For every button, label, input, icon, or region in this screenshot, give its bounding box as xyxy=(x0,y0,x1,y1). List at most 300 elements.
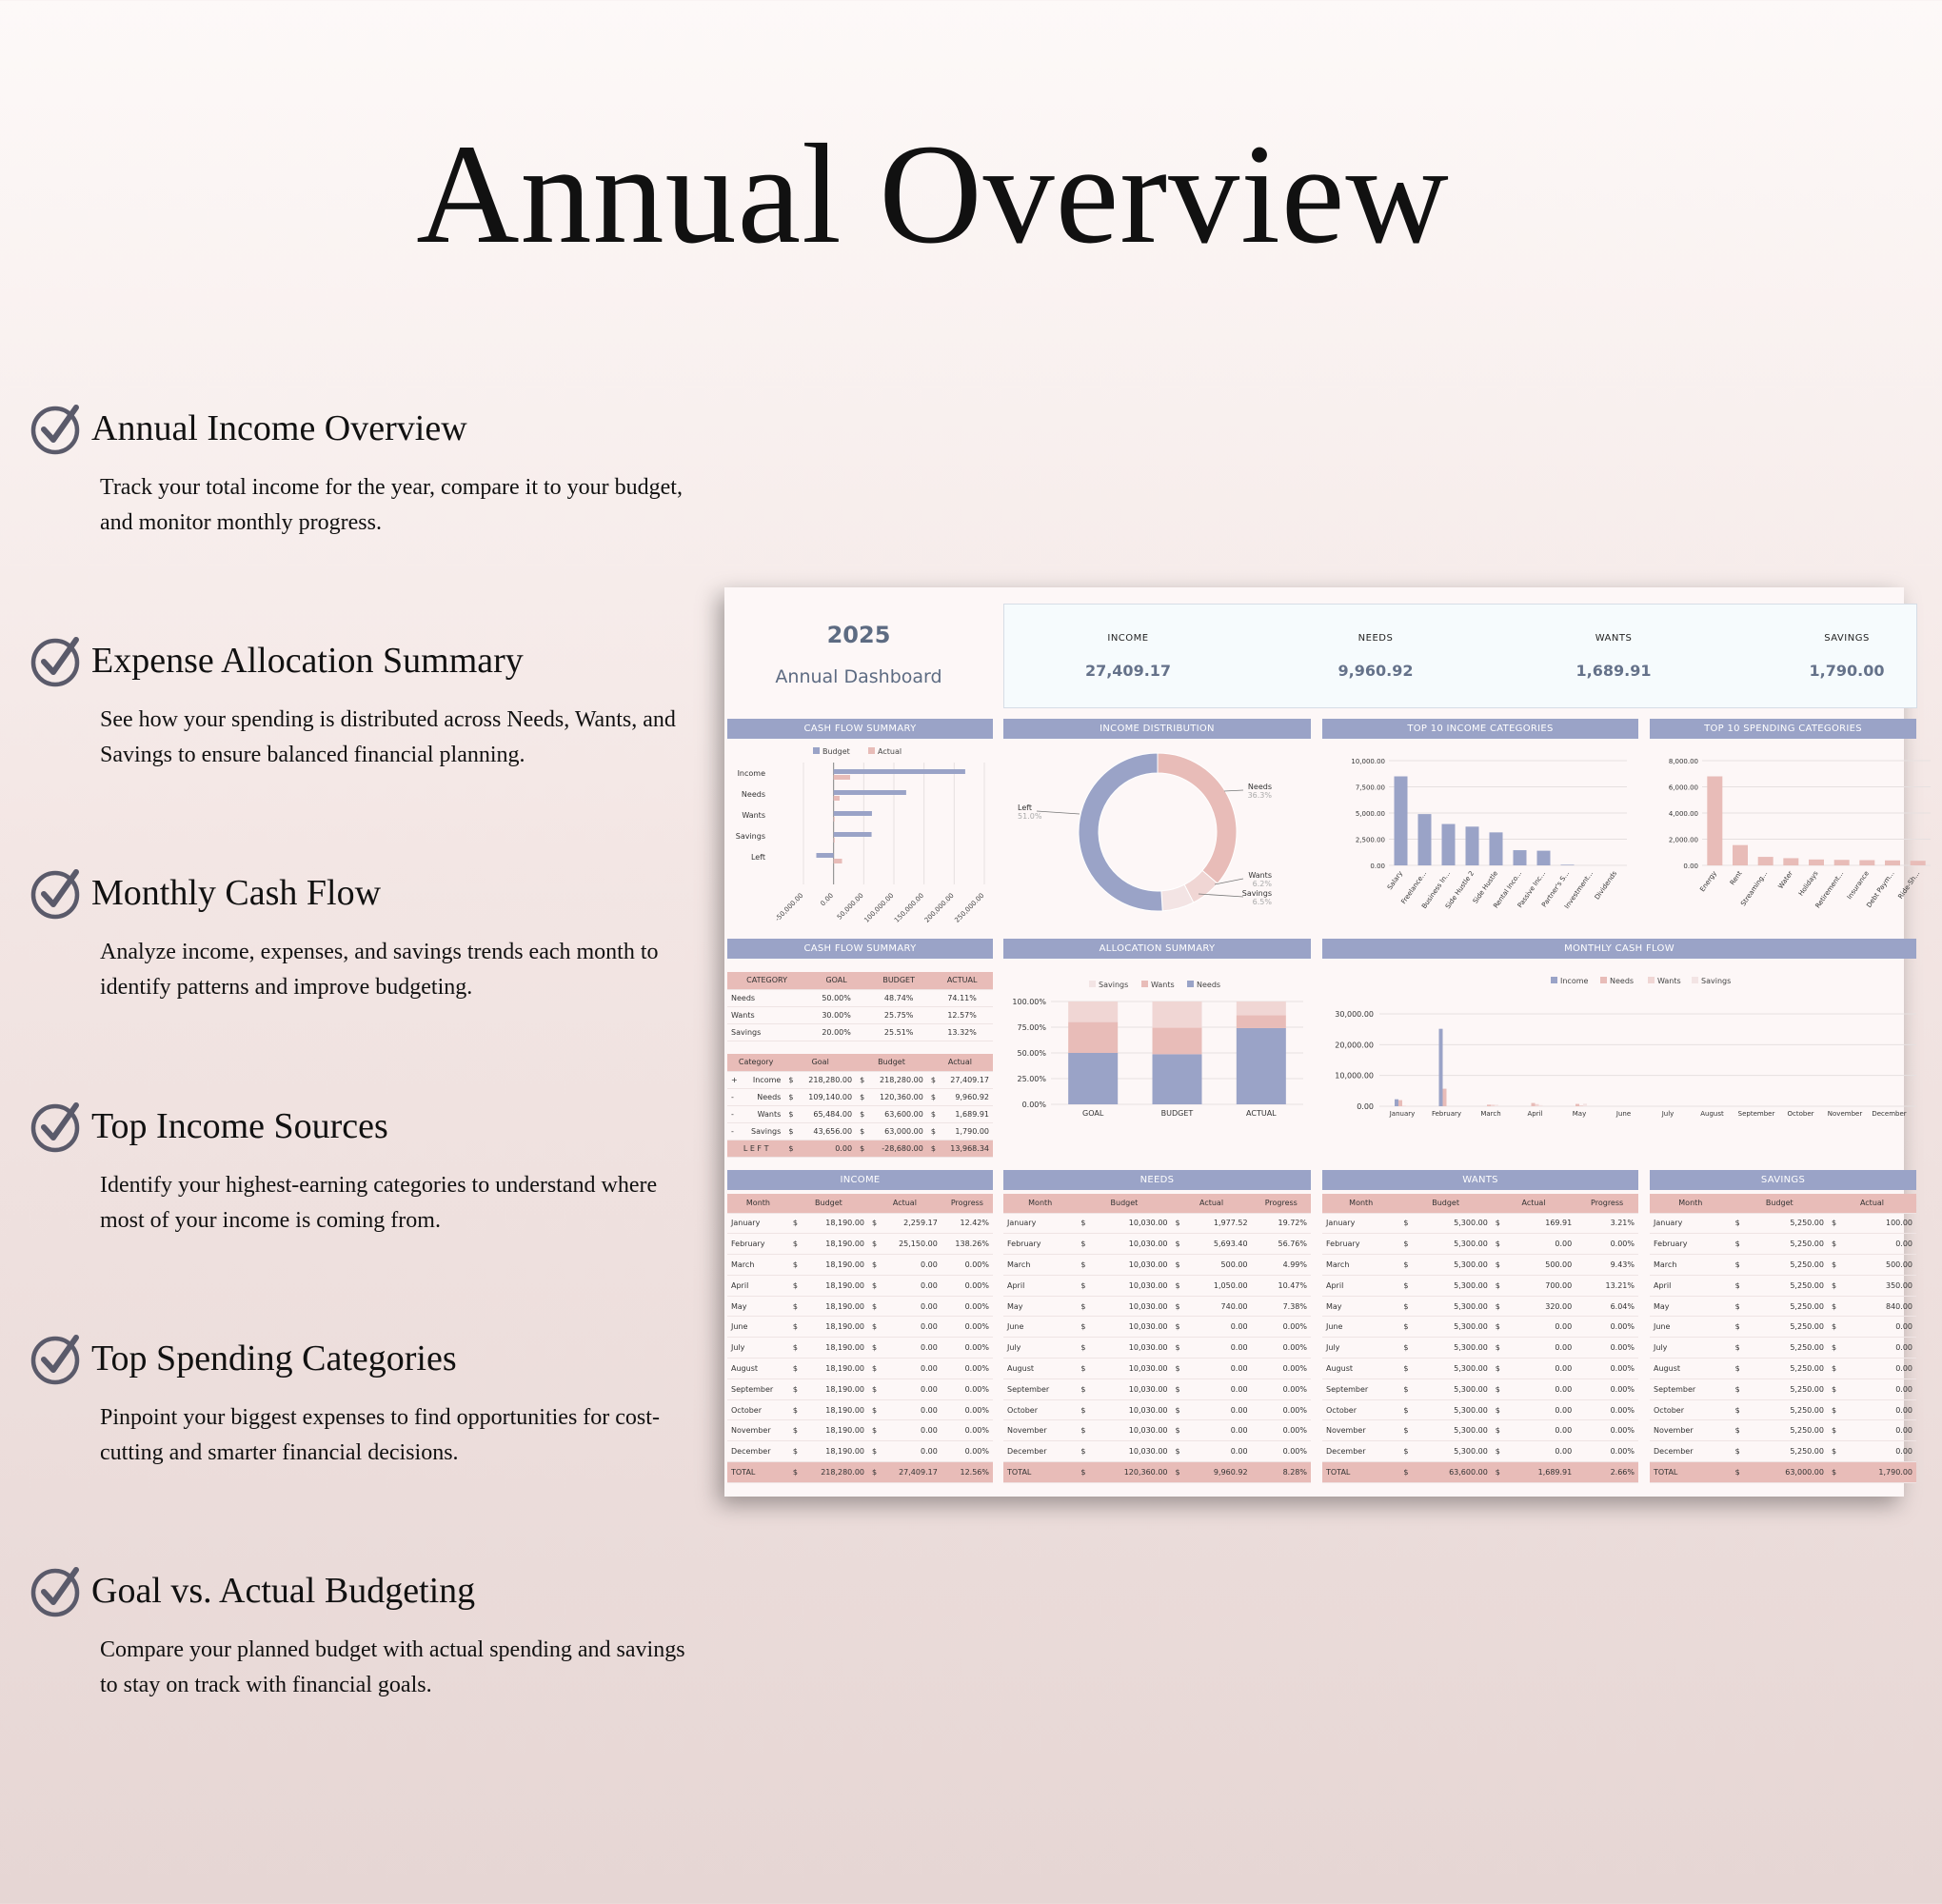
actual-bar xyxy=(834,817,835,822)
table-cell: $ xyxy=(868,1359,883,1379)
table-cell: 18,190.00 xyxy=(804,1338,868,1359)
table-cell: 0.00% xyxy=(941,1399,993,1420)
table-cell: September xyxy=(1650,1378,1732,1399)
table-cell: 5,300.00 xyxy=(1419,1338,1492,1359)
column-header: Budget xyxy=(856,1054,927,1071)
slice-label: Needs xyxy=(1247,783,1272,791)
kpi-label: INCOME xyxy=(1107,633,1149,644)
data-bar xyxy=(1532,1103,1536,1106)
table-cell: 10,030.00 xyxy=(1096,1420,1172,1441)
section-header: TOP 10 SPENDING CATEGORIES xyxy=(1650,719,1916,739)
table-cell: May xyxy=(727,1296,789,1317)
table-cell: 10,030.00 xyxy=(1096,1359,1172,1379)
table-cell: $ xyxy=(1492,1378,1511,1399)
category-label: Passive Inc... xyxy=(1516,869,1548,910)
data-bar xyxy=(1561,864,1575,865)
table-cell: $ xyxy=(1828,1296,1848,1317)
table-row xyxy=(727,1317,993,1338)
table-cell: 18,190.00 xyxy=(804,1255,868,1276)
table-cell: $ xyxy=(1399,1420,1418,1441)
table-cell: $ xyxy=(1492,1399,1511,1420)
table-cell: $ xyxy=(1828,1420,1848,1441)
category-label: Side Hustle 2 xyxy=(1443,869,1476,911)
table-cell: $ xyxy=(1399,1378,1418,1399)
table-cell: 5,300.00 xyxy=(1419,1378,1492,1399)
budget-bar xyxy=(834,832,872,837)
tick-label: 0.00% xyxy=(1021,1101,1046,1109)
table-row xyxy=(727,1441,993,1462)
table-cell: $ xyxy=(1732,1359,1752,1379)
table-cell: 5,250.00 xyxy=(1752,1420,1828,1441)
legend-swatch xyxy=(1089,981,1096,987)
table-row xyxy=(1322,1255,1638,1276)
legend-label: Wants xyxy=(1151,981,1175,989)
table-cell: Income xyxy=(743,1071,784,1088)
table-cell: 0.00 xyxy=(1190,1359,1252,1379)
table-cell: $ xyxy=(868,1462,883,1483)
table-row xyxy=(1650,1378,1916,1399)
table-row xyxy=(1003,1234,1311,1255)
data-bar xyxy=(1487,1104,1491,1106)
table-cell: $ xyxy=(1077,1378,1095,1399)
table-row xyxy=(1322,1275,1638,1296)
table-cell: $ xyxy=(1828,1275,1848,1296)
table-cell: $ xyxy=(789,1275,804,1296)
total-row xyxy=(1003,1462,1311,1483)
table-row xyxy=(1650,1420,1916,1441)
table-cell: 5,250.00 xyxy=(1752,1441,1828,1462)
legend-label: Needs xyxy=(1197,981,1221,989)
section-header: INCOME xyxy=(727,1170,993,1190)
table-cell: 12.42% xyxy=(941,1213,993,1234)
savings-segment xyxy=(1153,1002,1202,1028)
category-label: Retirement... xyxy=(1813,869,1846,910)
table-cell: July xyxy=(1650,1338,1732,1359)
table-cell: 0.00% xyxy=(1575,1441,1638,1462)
table-row xyxy=(727,1420,993,1441)
table-cell: 5,693.40 xyxy=(1190,1234,1252,1255)
table-cell: 56.76% xyxy=(1252,1234,1311,1255)
table-cell: 0.00% xyxy=(1252,1317,1311,1338)
data-bar xyxy=(1733,845,1748,865)
table-cell: $ xyxy=(1172,1234,1190,1255)
actual-bar xyxy=(834,859,842,863)
table-cell: 0.00 xyxy=(1848,1399,1916,1420)
slice-percent: 6.5% xyxy=(1252,898,1272,906)
table-cell: 10,030.00 xyxy=(1096,1296,1172,1317)
data-bar xyxy=(1885,861,1900,865)
column-header: Progress xyxy=(1575,1194,1638,1213)
table-cell: December xyxy=(1003,1441,1077,1462)
table-cell: 1,790.00 xyxy=(941,1122,993,1140)
table-cell: 5,250.00 xyxy=(1752,1317,1828,1338)
category-label: Income xyxy=(737,769,765,778)
table-cell: Needs xyxy=(727,989,806,1006)
section-header: INCOME DISTRIBUTION xyxy=(1003,719,1311,739)
table-cell: October xyxy=(1650,1399,1732,1420)
table-row xyxy=(1003,1441,1311,1462)
table-cell: November xyxy=(1003,1420,1077,1441)
table-cell: 63,000.00 xyxy=(870,1122,927,1140)
table-row xyxy=(727,1275,993,1296)
feature-item xyxy=(30,864,697,1005)
data-bar xyxy=(1539,1105,1543,1106)
table-cell: April xyxy=(1650,1275,1732,1296)
table-cell: September xyxy=(1003,1378,1077,1399)
table-row xyxy=(727,1234,993,1255)
table-cell: 48.74% xyxy=(866,989,931,1006)
table-cell: 18,190.00 xyxy=(804,1234,868,1255)
legend-label: Savings xyxy=(1701,977,1732,985)
table-cell: 0.00 xyxy=(1190,1317,1252,1338)
table-cell: 13.21% xyxy=(1575,1275,1638,1296)
column-header: Month xyxy=(727,1194,789,1213)
section-header: SAVINGS xyxy=(1650,1170,1916,1190)
table-cell: 0.00 xyxy=(1848,1359,1916,1379)
category-label: ACTUAL xyxy=(1246,1109,1277,1118)
table-cell: 25,150.00 xyxy=(883,1234,941,1255)
feature-title: Expense Allocation Summary xyxy=(91,641,524,681)
kpi-summary xyxy=(1003,604,1917,708)
header-row xyxy=(1322,1194,1638,1213)
table-cell: 5,300.00 xyxy=(1419,1255,1492,1276)
tick-label: 100,000.00 xyxy=(862,891,896,924)
column-header: Actual xyxy=(927,1054,993,1071)
table-cell: 120,360.00 xyxy=(1096,1462,1172,1483)
table-cell: $ xyxy=(1492,1441,1511,1462)
table-row xyxy=(1650,1317,1916,1338)
slice-percent: 51.0% xyxy=(1018,812,1042,821)
feature-title: Goal vs. Actual Budgeting xyxy=(91,1571,476,1611)
table-cell: $ xyxy=(1732,1296,1752,1317)
category-label: Rent xyxy=(1728,869,1744,887)
table-row xyxy=(1322,1359,1638,1379)
category-label: Left xyxy=(750,853,765,862)
table-cell: May xyxy=(1003,1296,1077,1317)
table-row xyxy=(1003,1275,1311,1296)
table-cell: April xyxy=(727,1275,789,1296)
table-cell: October xyxy=(1003,1399,1077,1420)
checkmark-circle-icon xyxy=(30,1100,84,1153)
table-row xyxy=(727,1023,993,1041)
table-row xyxy=(1003,1255,1311,1276)
column-header: Budget xyxy=(1732,1194,1828,1213)
category-label: Energy xyxy=(1698,869,1718,894)
needs-segment xyxy=(1153,1054,1202,1104)
table-cell: 4.99% xyxy=(1252,1255,1311,1276)
table-cell: 500.00 xyxy=(1511,1255,1575,1276)
table-cell: 18,190.00 xyxy=(804,1378,868,1399)
table-cell: 1,790.00 xyxy=(1848,1462,1916,1483)
savings-segment xyxy=(1237,1002,1286,1015)
table-row xyxy=(727,1122,993,1140)
column-header: ACTUAL xyxy=(931,972,993,989)
table-cell: 13,968.34 xyxy=(941,1140,993,1157)
column-header: Month xyxy=(1650,1194,1732,1213)
table-row xyxy=(1322,1441,1638,1462)
table-cell: 0.00% xyxy=(1575,1317,1638,1338)
column-header: Actual xyxy=(1172,1194,1252,1213)
tick-label: 4,000.00 xyxy=(1668,810,1698,818)
wants-segment xyxy=(1237,1015,1286,1028)
table-cell: 1,689.91 xyxy=(1511,1462,1575,1483)
table-cell: 0.00 xyxy=(1511,1317,1575,1338)
data-bar xyxy=(1491,1104,1495,1106)
income-monthly-table xyxy=(727,1194,993,1483)
table-row xyxy=(1650,1399,1916,1420)
tick-label: 25.00% xyxy=(1017,1075,1046,1083)
table-cell: November xyxy=(1322,1420,1399,1441)
table-cell: 0.00 xyxy=(883,1441,941,1462)
month-label: January xyxy=(1389,1110,1416,1118)
table-row xyxy=(727,1071,993,1088)
table-cell: $ xyxy=(1172,1462,1190,1483)
table-cell: $ xyxy=(868,1420,883,1441)
table-cell: Savings xyxy=(743,1122,784,1140)
slice-label: Wants xyxy=(1248,871,1272,880)
column-header: Progress xyxy=(941,1194,993,1213)
table-row xyxy=(1003,1378,1311,1399)
table-cell: 13.32% xyxy=(931,1023,993,1041)
legend-label: Savings xyxy=(1099,981,1129,989)
table-cell: $ xyxy=(784,1140,799,1157)
table-cell: $ xyxy=(1492,1213,1511,1234)
data-bar xyxy=(1758,857,1774,865)
data-bar xyxy=(1395,1100,1398,1106)
table-cell: January xyxy=(727,1213,789,1234)
table-cell: March xyxy=(1003,1255,1077,1276)
month-label: September xyxy=(1737,1110,1775,1118)
table-cell: 0.00% xyxy=(1252,1338,1311,1359)
needs-monthly-table xyxy=(1003,1194,1311,1483)
category-label: Rental Inco... xyxy=(1492,869,1524,910)
table-cell: 5,250.00 xyxy=(1752,1275,1828,1296)
actual-bar xyxy=(834,775,850,780)
table-cell: February xyxy=(1650,1234,1732,1255)
table-cell: 19.72% xyxy=(1252,1213,1311,1234)
table-cell: + xyxy=(727,1071,743,1088)
table-cell: 10,030.00 xyxy=(1096,1317,1172,1338)
data-bar xyxy=(1911,861,1926,865)
table-cell: $ xyxy=(789,1441,804,1462)
table-cell: 0.00% xyxy=(941,1255,993,1276)
feature-description: Track your total income for the year, compare it to your budget, and monitor monthly progress. xyxy=(100,475,683,535)
table-cell: $ xyxy=(1172,1317,1190,1338)
table-cell: 5,250.00 xyxy=(1752,1399,1828,1420)
table-cell: $ xyxy=(789,1296,804,1317)
budget-bar xyxy=(834,811,872,816)
table-cell: $ xyxy=(868,1296,883,1317)
table-cell: 27,409.17 xyxy=(941,1071,993,1088)
table-cell: 5,300.00 xyxy=(1419,1359,1492,1379)
table-cell: March xyxy=(1650,1255,1732,1276)
table-cell: February xyxy=(727,1234,789,1255)
dashboard-preview xyxy=(724,587,1922,1497)
table-cell: $ xyxy=(1732,1317,1752,1338)
table-cell: February xyxy=(1322,1234,1399,1255)
table-cell: October xyxy=(1322,1399,1399,1420)
table-cell: December xyxy=(1322,1441,1399,1462)
table-cell: $ xyxy=(1732,1275,1752,1296)
dashboard-title: Annual Dashboard xyxy=(775,666,942,687)
checkmark-circle-icon xyxy=(30,1564,84,1617)
table-row xyxy=(1322,1378,1638,1399)
kpi-label: SAVINGS xyxy=(1824,633,1870,644)
table-cell: 6.04% xyxy=(1575,1296,1638,1317)
table-cell: $ xyxy=(1077,1296,1095,1317)
table-cell: 0.00 xyxy=(1511,1399,1575,1420)
tick-label: 8,000.00 xyxy=(1668,758,1698,765)
table-cell: December xyxy=(727,1441,789,1462)
table-cell: 5,300.00 xyxy=(1419,1399,1492,1420)
column-header: Budget xyxy=(789,1194,868,1213)
wants-segment xyxy=(1068,1022,1118,1053)
table-cell: 5,300.00 xyxy=(1419,1275,1492,1296)
table-row xyxy=(1003,1399,1311,1420)
table-cell: $ xyxy=(1732,1338,1752,1359)
data-bar xyxy=(1537,851,1551,865)
table-cell: $ xyxy=(789,1462,804,1483)
category-label: Salary xyxy=(1385,869,1405,892)
month-label: February xyxy=(1431,1110,1462,1118)
table-cell: November xyxy=(727,1420,789,1441)
table-row xyxy=(1650,1296,1916,1317)
table-cell: $ xyxy=(1492,1234,1511,1255)
table-cell: August xyxy=(727,1359,789,1379)
table-cell: $ xyxy=(1399,1399,1418,1420)
allocation-stacked-chart xyxy=(1003,962,1311,1176)
month-label: August xyxy=(1700,1110,1724,1118)
table-cell: $ xyxy=(856,1105,870,1122)
table-cell: $ xyxy=(1399,1255,1418,1276)
table-cell: 120,360.00 xyxy=(870,1088,927,1105)
table-cell: $ xyxy=(784,1088,799,1105)
table-cell: $ xyxy=(1828,1378,1848,1399)
needs-segment xyxy=(1237,1028,1286,1104)
table-cell: 0.00 xyxy=(1848,1378,1916,1399)
table-cell: 0.00 xyxy=(883,1359,941,1379)
table-cell: May xyxy=(1650,1296,1732,1317)
tick-label: 0.00 xyxy=(1683,863,1698,870)
table-cell: $ xyxy=(868,1441,883,1462)
table-row xyxy=(727,989,993,1006)
data-bar xyxy=(1859,861,1874,866)
table-row xyxy=(1003,1338,1311,1359)
tick-label: 30,000.00 xyxy=(1335,1010,1374,1019)
table-cell: February xyxy=(1003,1234,1077,1255)
table-cell: Savings xyxy=(727,1023,806,1041)
table-cell: 18,190.00 xyxy=(804,1296,868,1317)
table-row xyxy=(1650,1213,1916,1234)
tick-label: 20,000.00 xyxy=(1335,1041,1374,1050)
table-cell: $ xyxy=(1399,1275,1418,1296)
table-cell: $ xyxy=(868,1317,883,1338)
table-cell: 10,030.00 xyxy=(1096,1275,1172,1296)
table-cell: 0.00% xyxy=(1252,1441,1311,1462)
category-label: Wants xyxy=(742,811,765,820)
table-cell: September xyxy=(727,1378,789,1399)
feature-title: Annual Income Overview xyxy=(91,408,467,448)
table-cell: 18,190.00 xyxy=(804,1317,868,1338)
category-label: Dividends xyxy=(1593,869,1619,902)
table-cell: $ xyxy=(789,1399,804,1420)
feature-description: See how your spending is distributed across Needs, Wants, and Savings to ensure balanced financial planning. xyxy=(100,707,676,767)
column-header: Actual xyxy=(868,1194,941,1213)
table-cell: 320.00 xyxy=(1511,1296,1575,1317)
table-cell: 5,250.00 xyxy=(1752,1213,1828,1234)
table-cell: 5,300.00 xyxy=(1419,1296,1492,1317)
table-cell: $ xyxy=(1172,1441,1190,1462)
feature-title: Top Income Sources xyxy=(91,1106,388,1146)
table-cell: 0.00 xyxy=(883,1296,941,1317)
table-cell: $ xyxy=(1077,1441,1095,1462)
checkmark-circle-icon xyxy=(30,866,84,920)
table-cell: $ xyxy=(1492,1255,1511,1276)
category-label: Freelance... xyxy=(1399,869,1429,906)
tick-label: 50,000.00 xyxy=(835,891,865,922)
table-cell: $ xyxy=(1492,1338,1511,1359)
table-cell: June xyxy=(1322,1317,1399,1338)
table-cell: 0.00 xyxy=(1511,1378,1575,1399)
section-header: CASH FLOW SUMMARY xyxy=(727,939,993,959)
total-row xyxy=(1322,1462,1638,1483)
table-cell: $ xyxy=(1492,1420,1511,1441)
table-cell: 840.00 xyxy=(1848,1296,1916,1317)
table-cell: $ xyxy=(1828,1359,1848,1379)
table-cell: $ xyxy=(1077,1234,1095,1255)
table-cell: $ xyxy=(1172,1338,1190,1359)
kpi-label: NEEDS xyxy=(1357,633,1394,644)
tick-label: 5,000.00 xyxy=(1355,810,1385,818)
table-cell: $ xyxy=(927,1122,941,1140)
table-row xyxy=(727,1296,993,1317)
kpi-value: 9,960.92 xyxy=(1338,662,1414,680)
table-cell: $ xyxy=(1077,1359,1095,1379)
table-row xyxy=(1322,1234,1638,1255)
table-cell: 5,250.00 xyxy=(1752,1255,1828,1276)
feature-title: Monthly Cash Flow xyxy=(91,873,382,913)
table-cell: 0.00% xyxy=(1575,1378,1638,1399)
table-cell: 9.43% xyxy=(1575,1255,1638,1276)
table-cell: 5,250.00 xyxy=(1752,1359,1828,1379)
category-label: Savings xyxy=(735,832,765,841)
table-cell: $ xyxy=(1492,1275,1511,1296)
table-row xyxy=(1650,1359,1916,1379)
table-cell: - xyxy=(727,1105,743,1122)
data-bar xyxy=(1834,860,1850,865)
leader-line xyxy=(1037,811,1080,814)
table-row xyxy=(1650,1255,1916,1276)
monthly-cash-flow-chart xyxy=(1322,962,1916,1176)
table-cell: 0.00 xyxy=(1190,1420,1252,1441)
legend-swatch xyxy=(868,747,875,754)
table-cell: 169.91 xyxy=(1511,1213,1575,1234)
legend-swatch xyxy=(1187,981,1194,987)
table-cell: 0.00% xyxy=(1575,1359,1638,1379)
table-cell: 63,600.00 xyxy=(1419,1462,1492,1483)
table-cell: 0.00 xyxy=(1511,1359,1575,1379)
table-cell: $ xyxy=(1399,1359,1418,1379)
table-cell: 109,140.00 xyxy=(799,1088,856,1105)
table-cell: 0.00% xyxy=(941,1420,993,1441)
column-header: Goal xyxy=(784,1054,856,1071)
category-label: Insurance xyxy=(1845,869,1871,902)
tick-label: 2,000.00 xyxy=(1668,836,1698,844)
category-label: Partner's S... xyxy=(1540,869,1572,909)
table-cell: 0.00 xyxy=(883,1317,941,1338)
table-cell: 18,190.00 xyxy=(804,1275,868,1296)
table-cell: 0.00% xyxy=(1575,1420,1638,1441)
